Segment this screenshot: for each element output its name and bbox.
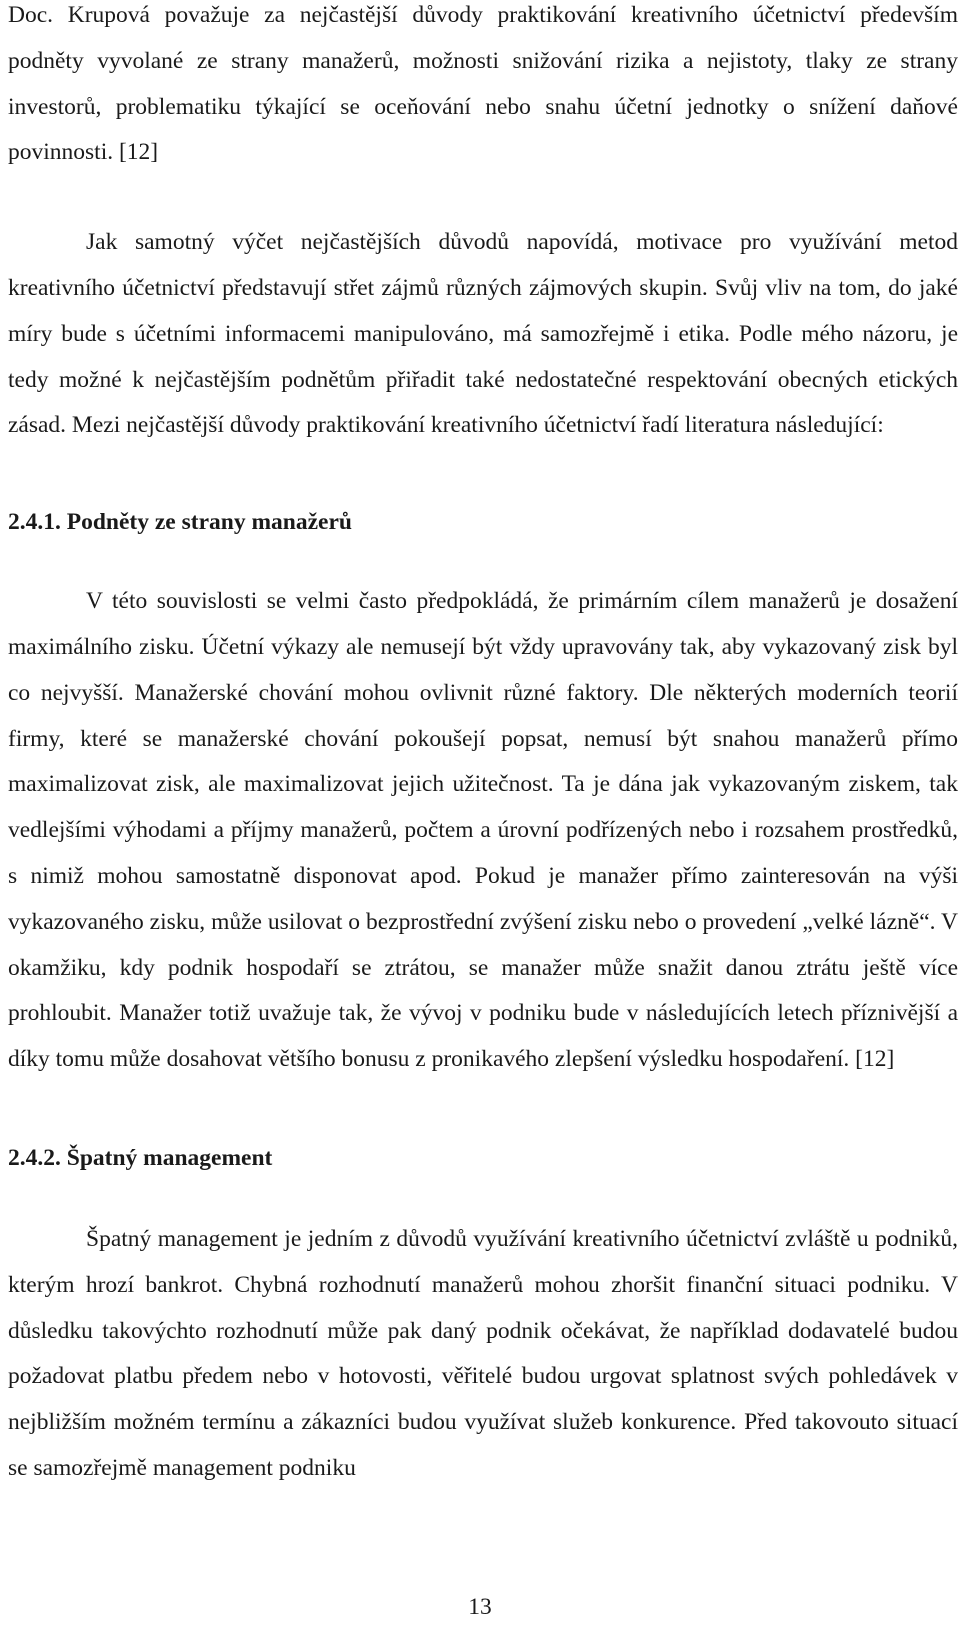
page-number: 13 bbox=[468, 1594, 492, 1620]
section-spacer bbox=[8, 1083, 958, 1135]
heading-spacer bbox=[8, 545, 958, 579]
section-spacer bbox=[8, 449, 958, 499]
paragraph-intro-1: Doc. Krupová považuje za nejčastější důvody praktikování kreativního účetnictví především podněty vyvolané ze strany manažerů, možnosti snižování rizika a nejistoty, tlaky ze strany investorů, problematiku týkající se oceňování nebo snahu účetní jednotky o snížení daňové povinnosti. [12] bbox=[8, 2, 958, 166]
document-page bbox=[8, 0, 958, 1492]
paragraph-intro-2: Jak samotný výčet nejčastějších důvodů napovídá, motivace pro využívání metod kreativního účetnictví představují střet zájmů různých zájmových skupin. Svůj vliv na tom, do jaké míry bude s účetními informacemi manipulováno, má samozřejmě i etika. Podle mého názoru, je tedy možné k nejčastějším podnětům přiřadit také nedostatečné respektování obecných etických zásad. Mezi nejčastější důvody praktikování kreativního účetnictví řadí literatura následující: bbox=[8, 229, 958, 439]
section-heading-2-4-1: 2.4.1. Podněty ze strany manažerů bbox=[8, 509, 352, 536]
paragraph-section-2-4-2: Špatný management je jedním z důvodů využívání kreativního účetnictví zvláště u podniků, kterým hrozí bankrot. Chybná rozhodnutí manažerů mohou zhoršit finanční situaci podniku. V důsledku takovýchto rozhodnutí může pak daný podnik očekávat, že například dodavatelé budou požadovat platbu předem nebo v hotovosti, věřitelé budou urgovat splatnost svých pohledávek v nejbližším možném termínu a zákazníci budou využívat služeb konkurence. Před takovouto situací se samozřejmě management podniku bbox=[8, 1225, 958, 1481]
paragraph-section-2-4-1: V této souvislosti se velmi často předpokládá, že primárním cílem manažerů je dosažení maximálního zisku. Účetní výkazy ale nemusejí být vždy upravovány tak, aby vykazovaný zisk byl co nejvyšší. Manažerské chování mohou ovlivnit různé faktory. Dle některých moderních teorií firmy, které se manažerské chování pokoušejí popsat, nemusí být snahou manažerů přímo maximalizovat zisk, ale maximalizovat jejich užitečnost. Ta je dána jak vykazovaným ziskem, tak vedlejšími výhodami a příjmy manažerů, počtem a úrovní podřízených nebo i rozsahem prostředků, s nimiž mohou samostatně disponovat apod. Pokud je manažer přímo zainteresován na výši vykazovaného zisku, může usilovat o bezprostřední zvýšení zisku nebo o provedení „velké lázně“. V okamžiku, kdy podnik hospodaří se ztrátou, se manažer může snažit danou ztrátu ještě více prohloubit. Manažer totiž uvažuje tak, že vývoj v podniku bude v následujících letech příznivější a díky tomu může dosahovat většího bonusu z pronikavého zlepšení výsledku hospodaření. [12] bbox=[8, 588, 958, 1073]
heading-spacer bbox=[8, 1181, 958, 1217]
section-heading-2-4-2: 2.4.2. Špatný management bbox=[8, 1144, 273, 1171]
paragraph-spacer bbox=[8, 176, 958, 220]
